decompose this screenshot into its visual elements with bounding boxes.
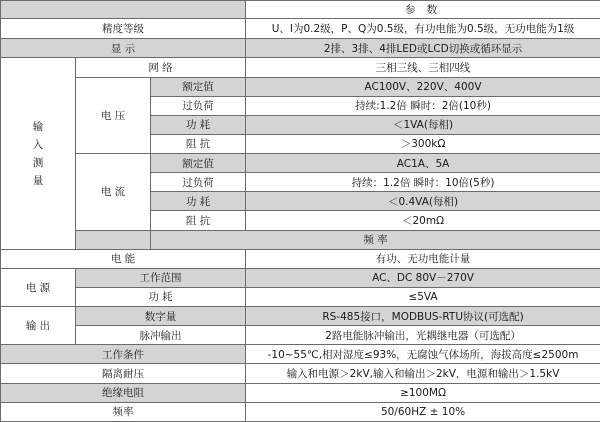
frequency-tail-value: 50/60HZ ± 10% <box>246 402 600 421</box>
input-measure-label: 输 入 测 量 <box>1 58 76 249</box>
isolation-row <box>1 364 600 383</box>
insulation-row <box>1 383 600 402</box>
power-consumption-label: 功 耗 <box>76 287 246 306</box>
power-range-label: 工作范围 <box>76 268 246 287</box>
header-blank-cell <box>1 1 246 19</box>
voltage-power-value: ＜1VA(每相) <box>246 115 600 134</box>
voltage-overload-value: 持续:1.2倍 瞬时：2倍(10秒) <box>246 96 600 115</box>
voltage-rated-label: 额定值 <box>151 77 246 96</box>
frequency-tail-label: 频率 <box>1 402 246 421</box>
current-impedance-label: 阻 抗 <box>151 211 246 230</box>
current-impedance-value: ＜20mΩ <box>246 211 600 230</box>
accuracy-value: U、I为0.2级，P、Q为0.5级，有功电能为0.5级，无功电能为1级 <box>246 19 600 39</box>
accuracy-label: 精度等级 <box>1 19 246 39</box>
voltage-overload-label: 过负荷 <box>151 96 246 115</box>
current-rated-row <box>1 154 600 173</box>
power-range-row <box>1 268 600 287</box>
current-power-label: 功 耗 <box>151 192 246 211</box>
current-power-value: ＜0.4VA(每相) <box>246 192 600 211</box>
current-rated-value: AC1A、5A <box>246 154 600 173</box>
voltage-power-label: 功 耗 <box>151 115 246 134</box>
voltage-rated-row <box>1 77 600 96</box>
display-label: 显 示 <box>1 39 246 58</box>
power-consumption-row <box>1 287 600 306</box>
power-consumption-value: ≤5VA <box>246 287 600 306</box>
network-row <box>1 58 600 77</box>
power-supply-label: 电 源 <box>1 268 76 306</box>
current-rated-label: 额定值 <box>151 154 246 173</box>
display-row <box>1 39 600 58</box>
display-value: 2排、3排、4排LED或LCD切换或循环显示 <box>246 39 600 58</box>
voltage-impedance-value: ＞300kΩ <box>246 134 600 153</box>
voltage-rated-value: AC100V、220V、400V <box>246 77 600 96</box>
isolation-value: 输入和电源＞2kV,输入和输出＞2kV，电源和输出＞1.5kV <box>246 364 600 383</box>
output-digital-value: RS-485接口，MODBUS-RTU协议(可选配) <box>246 307 600 326</box>
network-value: 三相三线、三相四线 <box>246 58 600 77</box>
current-overload-label: 过负荷 <box>151 173 246 192</box>
energy-row <box>1 249 600 268</box>
energy-value: 有功、无功电能计量 <box>246 249 600 268</box>
output-pulse-label: 脉冲输出 <box>76 326 246 345</box>
output-pulse-row <box>1 326 600 345</box>
insulation-label: 绝缘电阻 <box>1 383 246 402</box>
isolation-label: 隔离耐压 <box>1 364 246 383</box>
voltage-impedance-label: 阻 抗 <box>151 134 246 153</box>
insulation-value: ≥100MΩ <box>246 383 600 402</box>
frequency-tail-row <box>1 402 600 421</box>
energy-label: 电 能 <box>1 249 246 268</box>
accuracy-row <box>1 19 600 39</box>
frequency-row <box>1 230 600 249</box>
working-conditions-label: 工作条件 <box>1 345 246 364</box>
output-digital-row <box>1 307 600 326</box>
output-label: 输 出 <box>1 307 76 345</box>
frequency-left-blank <box>76 230 151 249</box>
output-pulse-value: 2路电能脉冲输出，光耦继电器（可选配） <box>246 326 600 345</box>
output-digital-label: 数字量 <box>76 307 246 326</box>
working-conditions-row <box>1 345 600 364</box>
working-conditions-value: -10~55℃,相对湿度≤93%，无腐蚀气体场所，海拔高度≤2500m <box>246 345 600 364</box>
power-range-value: AC、DC 80V－270V <box>246 268 600 287</box>
param-header: 参 数 <box>246 1 600 19</box>
voltage-label: 电 压 <box>76 77 151 154</box>
current-overload-value: 持续：1.2倍 瞬时：10倍(5秒) <box>246 173 600 192</box>
frequency-label: 频 率 <box>151 230 600 249</box>
network-label: 网 络 <box>76 58 246 77</box>
current-label: 电 流 <box>76 154 151 231</box>
header-row <box>1 1 600 19</box>
